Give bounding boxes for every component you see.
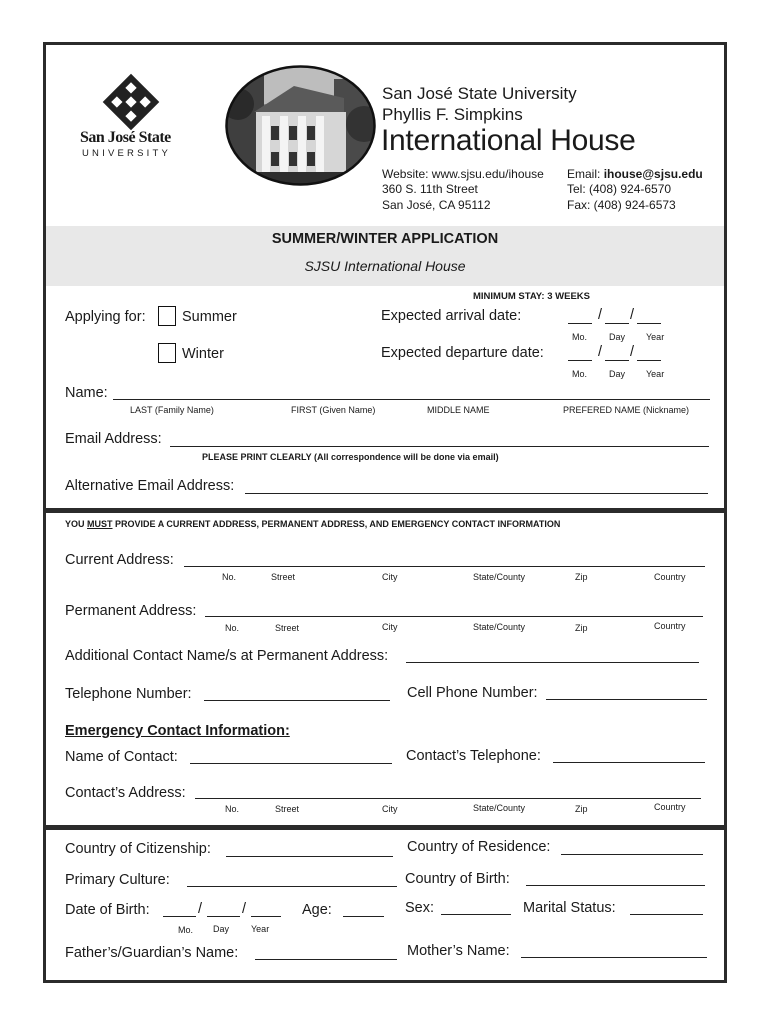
day-hint: Day xyxy=(213,924,230,934)
mother-name-field[interactable] xyxy=(521,957,707,958)
departure-year-field[interactable] xyxy=(637,360,661,361)
date-separator: / xyxy=(598,344,603,360)
permanent-address-field[interactable] xyxy=(205,616,703,617)
contact-address-field[interactable] xyxy=(195,798,701,799)
dob-month-field[interactable] xyxy=(163,916,196,917)
telephone-contact: Tel: (408) 924-6570 xyxy=(567,182,672,196)
address-notice xyxy=(65,519,560,529)
father-name-label: Father’s/Guardian’s Name: xyxy=(65,945,239,961)
sex-label: Sex: xyxy=(405,900,435,916)
arrival-date-label: Expected arrival date: xyxy=(381,308,522,324)
winter-checkbox[interactable] xyxy=(158,343,176,363)
year-hint: Year xyxy=(646,369,665,379)
first-name-hint: FIRST (Given Name) xyxy=(291,405,376,415)
contact-name-field[interactable] xyxy=(190,763,392,764)
month-hint: Mo. xyxy=(178,925,194,935)
departure-date-label: Expected departure date: xyxy=(381,345,544,361)
cell-phone-label: Cell Phone Number: xyxy=(407,685,538,701)
current-address-label: Current Address: xyxy=(65,552,174,568)
logo-subtext: UNIVERSITY xyxy=(82,148,172,159)
city-address: San José, CA 95112 xyxy=(382,198,491,212)
city-hint: City xyxy=(382,804,398,814)
minimum-stay: MINIMUM STAY: 3 WEEKS xyxy=(473,291,590,302)
departure-month-field[interactable] xyxy=(568,360,592,361)
email-field[interactable] xyxy=(170,446,709,447)
dob-day-field[interactable] xyxy=(207,916,240,917)
application-title: SUMMER/WINTER APPLICATION xyxy=(271,231,499,247)
birth-country-field[interactable] xyxy=(526,885,705,886)
arrival-year-field[interactable] xyxy=(637,323,661,324)
departure-day-field[interactable] xyxy=(605,360,629,361)
state-hint: State/County xyxy=(473,622,526,632)
email-contact-value[interactable]: ihouse@sjsu.edu xyxy=(603,167,703,181)
no-hint: No. xyxy=(222,572,237,582)
arrival-day-field[interactable] xyxy=(605,323,629,324)
notice-post: PROVIDE A CURRENT ADDRESS, PERMANENT ADDRESS, AND EMERGENCY CONTACT INFORMATION xyxy=(112,519,561,529)
country-hint: Country xyxy=(654,572,686,582)
building-photo xyxy=(224,64,377,187)
age-field[interactable] xyxy=(343,916,384,917)
email-contact-label: Email: xyxy=(567,167,604,181)
marital-status-label: Marital Status: xyxy=(523,900,616,916)
arrival-month-field[interactable] xyxy=(568,323,592,324)
name-label: Name: xyxy=(65,385,108,401)
zip-hint: Zip xyxy=(575,572,588,582)
year-hint: Year xyxy=(251,924,270,934)
additional-contact-label: Additional Contact Name/s at Permanent Address: xyxy=(65,648,389,664)
telephone-label: Telephone Number: xyxy=(65,686,192,702)
summer-checkbox[interactable] xyxy=(158,306,176,326)
additional-contact-field[interactable] xyxy=(406,662,699,663)
email-contact xyxy=(567,167,703,181)
city-hint: City xyxy=(382,572,398,582)
day-hint: Day xyxy=(609,332,626,342)
state-hint: State/County xyxy=(473,803,526,813)
year-hint: Year xyxy=(646,332,665,342)
residence-label: Country of Residence: xyxy=(407,839,551,855)
sex-field[interactable] xyxy=(441,914,511,915)
culture-label: Primary Culture: xyxy=(65,872,170,888)
section-divider xyxy=(43,508,727,513)
zip-hint: Zip xyxy=(575,804,588,814)
date-separator: / xyxy=(598,307,603,323)
emergency-heading: Emergency Contact Information: xyxy=(65,723,290,739)
contact-address-label: Contact’s Address: xyxy=(65,785,186,801)
contact-telephone-field[interactable] xyxy=(553,762,705,763)
date-separator: / xyxy=(630,307,635,323)
telephone-field[interactable] xyxy=(204,700,390,701)
email-label: Email Address: xyxy=(65,431,162,447)
simpkins-name: Phyllis F. Simpkins xyxy=(382,105,523,124)
name-field[interactable] xyxy=(113,399,710,400)
month-hint: Mo. xyxy=(572,369,588,379)
logo-text: San José State xyxy=(80,129,171,146)
preferred-name-hint: PREFERED NAME (Nickname) xyxy=(563,405,690,415)
summer-label: Summer xyxy=(182,309,237,325)
house-title: International House xyxy=(381,124,636,157)
current-address-field[interactable] xyxy=(184,566,705,567)
father-name-field[interactable] xyxy=(255,959,397,960)
country-hint: Country xyxy=(654,802,686,812)
alt-email-field[interactable] xyxy=(245,493,708,494)
no-hint: No. xyxy=(225,623,240,633)
application-subtitle: SJSU International House xyxy=(304,258,466,274)
contact-telephone-label: Contact’s Telephone: xyxy=(406,748,541,764)
contact-name-label: Name of Contact: xyxy=(65,749,178,765)
street-address: 360 S. 11th Street xyxy=(382,182,478,196)
alt-email-label: Alternative Email Address: xyxy=(65,478,235,494)
dob-year-field[interactable] xyxy=(251,916,281,917)
citizenship-label: Country of Citizenship: xyxy=(65,841,211,857)
street-hint: Street xyxy=(271,572,296,582)
dob-label: Date of Birth: xyxy=(65,902,150,918)
winter-label: Winter xyxy=(182,346,224,362)
citizenship-field[interactable] xyxy=(226,856,393,857)
state-hint: State/County xyxy=(473,572,526,582)
culture-field[interactable] xyxy=(187,886,397,887)
street-hint: Street xyxy=(275,804,300,814)
month-hint: Mo. xyxy=(572,332,588,342)
date-separator: / xyxy=(242,901,247,917)
city-hint: City xyxy=(382,622,398,632)
middle-name-hint: MIDDLE NAME xyxy=(427,405,490,415)
marital-status-field[interactable] xyxy=(630,914,703,915)
cell-phone-field[interactable] xyxy=(546,699,707,700)
section-divider xyxy=(43,825,727,830)
country-hint: Country xyxy=(654,621,686,631)
print-clearly-note: PLEASE PRINT CLEARLY (All correspondence will be done via email) xyxy=(202,452,499,462)
last-name-hint: LAST (Family Name) xyxy=(130,405,214,415)
zip-hint: Zip xyxy=(575,623,588,633)
age-label: Age: xyxy=(302,902,332,918)
no-hint: No. xyxy=(225,804,240,814)
birth-country-label: Country of Birth: xyxy=(405,871,510,887)
permanent-address-label: Permanent Address: xyxy=(65,603,197,619)
notice-must: MUST xyxy=(87,519,113,529)
date-separator: / xyxy=(198,901,203,917)
date-separator: / xyxy=(630,344,635,360)
fax-contact: Fax: (408) 924-6573 xyxy=(567,198,676,212)
day-hint: Day xyxy=(609,369,626,379)
sjsu-logo-icon xyxy=(100,72,162,132)
applying-for-label: Applying for: xyxy=(65,309,146,325)
mother-name-label: Mother’s Name: xyxy=(407,943,510,959)
residence-field[interactable] xyxy=(561,854,703,855)
street-hint: Street xyxy=(275,623,300,633)
notice-pre: YOU xyxy=(65,519,88,529)
university-name: San José State University xyxy=(382,84,577,103)
website-text: Website: www.sjsu.edu/ihouse xyxy=(382,167,544,181)
